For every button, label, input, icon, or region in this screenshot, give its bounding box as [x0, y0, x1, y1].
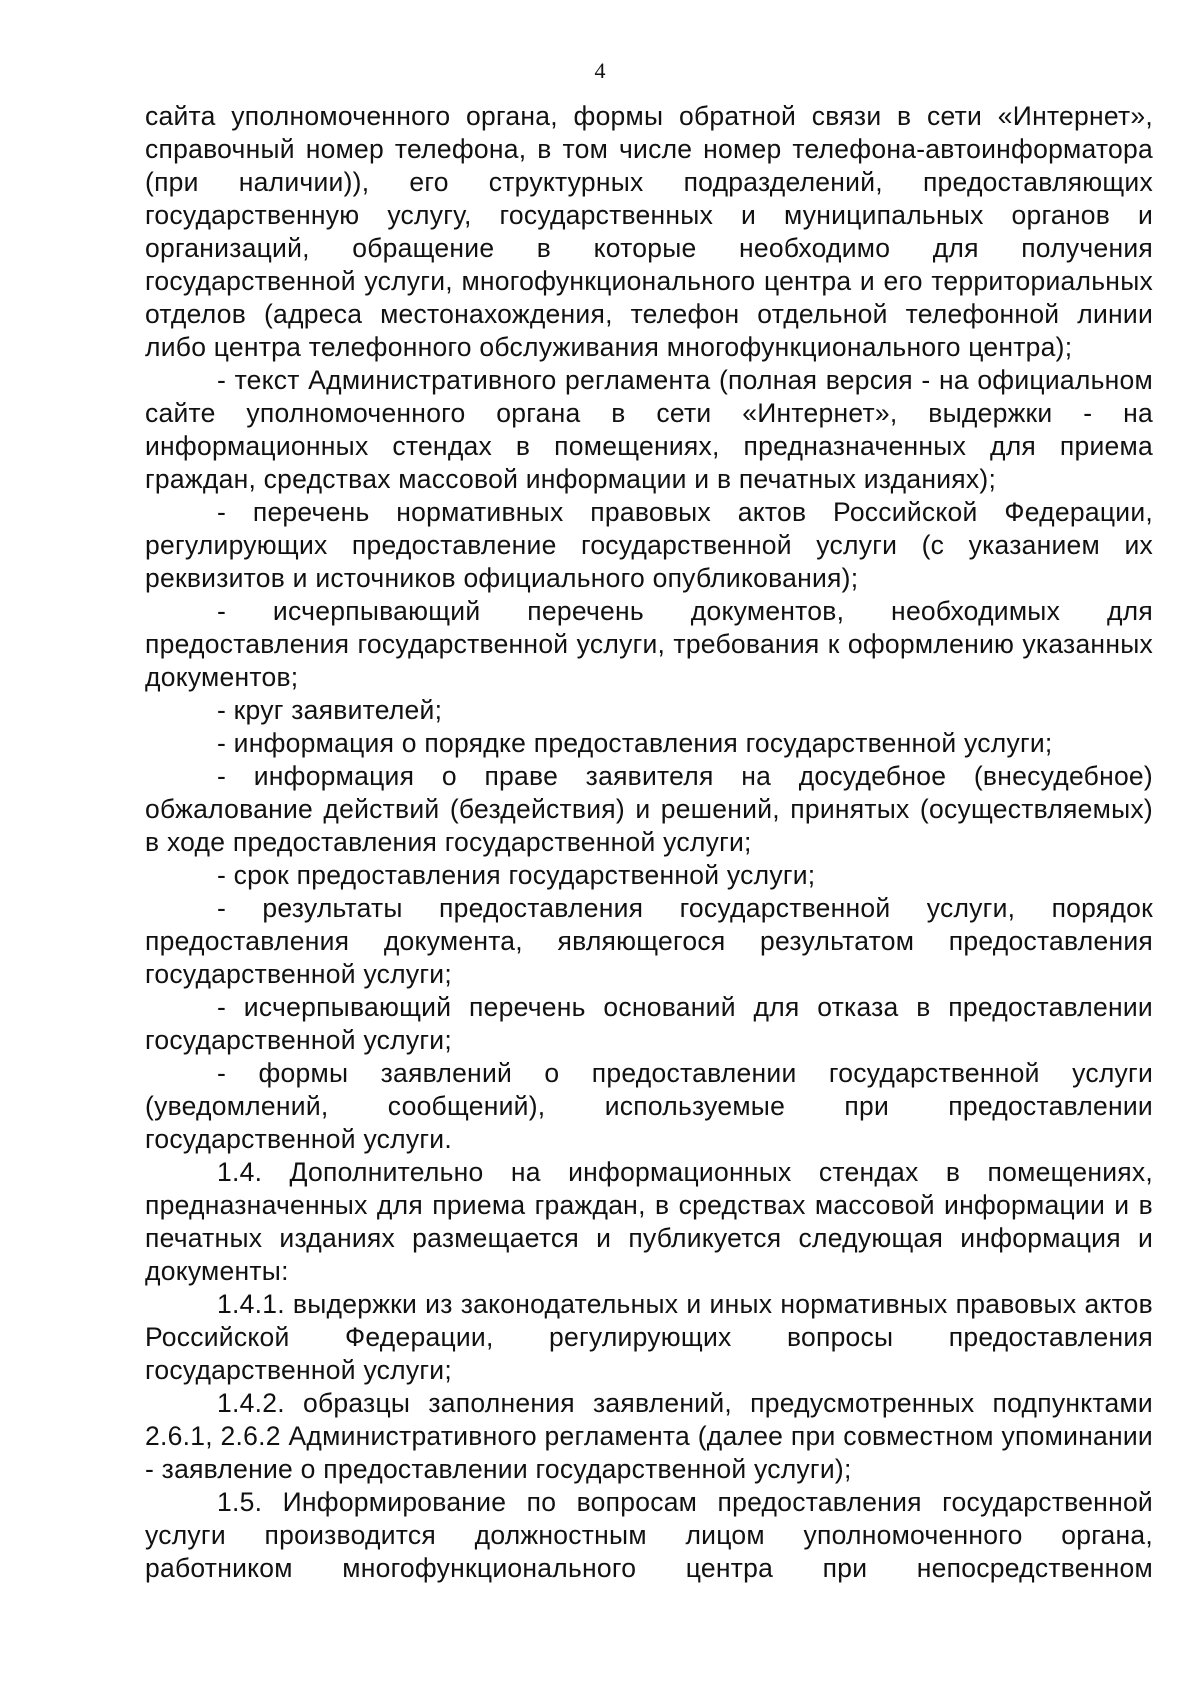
- list-item-applicants: - круг заявителей;: [217, 695, 443, 725]
- document-body: [145, 100, 1153, 1585]
- list-item-appeal-rights: - информация о праве заявителя на досудебное (внесудебное) обжалование действий (бездействия) и решений, принятых (осуществляемых) в ходе предоставления государственной услуги;: [145, 761, 1153, 857]
- clause-1-4-1: 1.4.1. выдержки из законодательных и иных нормативных правовых актов Российской Федерации, регулирующих вопросы предоставления государственной услуги;: [145, 1289, 1153, 1385]
- list-item-refusal-grounds: - исчерпывающий перечень оснований для отказа в предоставлении государственной услуги;: [145, 992, 1153, 1055]
- list-item-documents-list: - исчерпывающий перечень документов, необходимых для предоставления государственной услуги, требования к оформлению указанных документов;: [145, 596, 1153, 692]
- page-number: 4: [594, 58, 606, 83]
- list-item-legal-acts: - перечень нормативных правовых актов Российской Федерации, регулирующих предоставление государственной услуги (с указанием их реквизитов и источников официального опубликования);: [145, 497, 1153, 593]
- clause-1-4: 1.4. Дополнительно на информационных стендах в помещениях, предназначенных для приема граждан, в средствах массовой информации и в печатных изданиях размещается и публикуется следующая информация и документы:: [145, 1157, 1153, 1286]
- list-item-application-forms: - формы заявлений о предоставлении государственной услуги (уведомлений, сообщений), используемые при предоставлении государственной услуги.: [145, 1058, 1153, 1154]
- paragraph-contacts-continued: сайта уполномоченного органа, формы обратной связи в сети «Интернет», справочный номер телефона, в том числе номер телефона-автоинформатора (при наличии)), его структурных подразделений, предоставляющих государственную услугу, государственных и муниципальных органов и организаций, обращение в которые необходимо для получения государственной услуги, многофункционального центра и его территориальных отделов (адреса местонахождения, телефон отдельной телефонной линии либо центра телефонного обслуживания многофункционального центра);: [145, 101, 1153, 362]
- list-item-service-results: - результаты предоставления государственной услуги, порядок предоставления документа, являющегося результатом предоставления государственной услуги;: [145, 893, 1153, 989]
- list-item-service-term: - срок предоставления государственной услуги;: [217, 860, 816, 890]
- list-item-procedure-info: - информация о порядке предоставления государственной услуги;: [217, 728, 1053, 758]
- clause-1-5: 1.5. Информирование по вопросам предоставления государственной услуги производится должностным лицом уполномоченного органа, работником многофункционального центра при непосредственном: [145, 1487, 1153, 1583]
- list-item-regulation-text: - текст Административного регламента (полная версия - на официальном сайте уполномоченного органа в сети «Интернет», выдержки - на информационных стендах в помещениях, предназначенных для приема граждан, средствах массовой информации и в печатных изданиях);: [145, 365, 1153, 494]
- clause-1-4-2: 1.4.2. образцы заполнения заявлений, предусмотренных подпунктами 2.6.1, 2.6.2 Административного регламента (далее при совместном упоминании - заявление о предоставлении государственной услуги);: [145, 1388, 1153, 1484]
